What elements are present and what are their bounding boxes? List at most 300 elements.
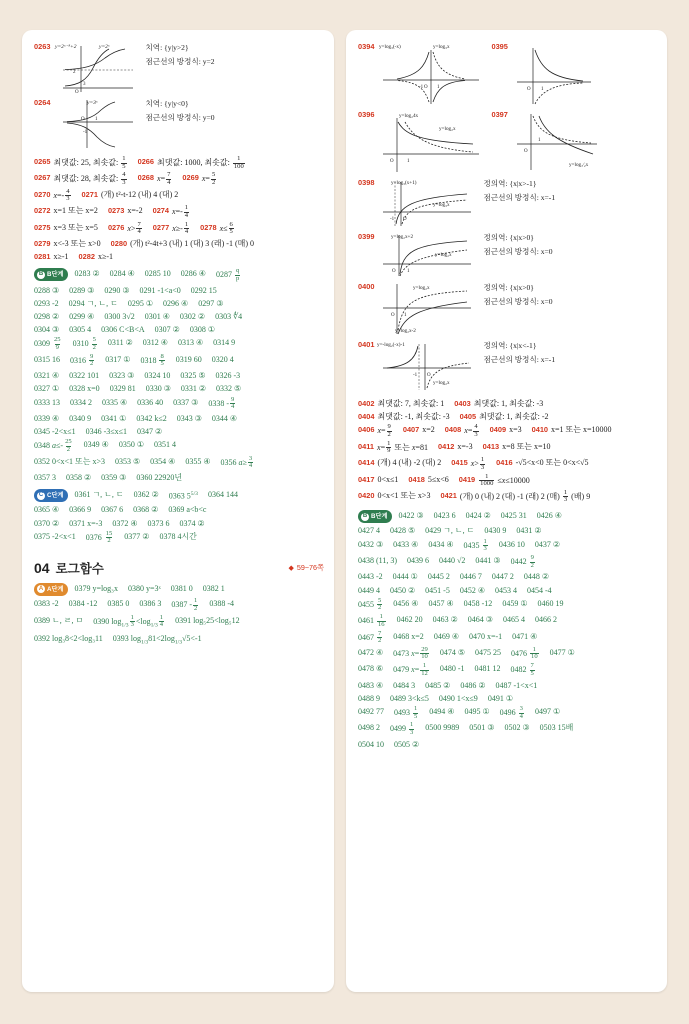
svg-text:y=-log₂(-x)-1: y=-log₂(-x)-1 — [377, 342, 406, 348]
stage-badge-letter: B — [38, 271, 44, 278]
figure-text-0263: 치역: {y|y>2} 점근선의 방정식: y=2 — [145, 43, 215, 66]
answer-number: 0277 — [152, 222, 170, 232]
answer-value: 0319 60 — [175, 354, 202, 364]
answer-value: 최댓값: 1, 최솟값: -3 — [473, 399, 544, 408]
answer-value: x=- $\frac{4}{3}$ — [53, 187, 70, 203]
stage-badge-label: B단계 — [47, 271, 64, 279]
answer-value: 0446 7 — [459, 572, 482, 582]
svg-text:1: 1 — [537, 138, 541, 143]
answer-row — [358, 441, 657, 455]
stage-badge-letter: B — [362, 513, 368, 520]
answer-value: 0378 4시간 — [159, 531, 197, 541]
svg-text:-1: -1 — [419, 85, 424, 90]
answer-row — [34, 397, 324, 411]
answer-row — [358, 398, 657, 409]
svg-text:O: O — [392, 269, 397, 274]
answer-number: 0410 — [531, 425, 549, 435]
answer-value: 0456 ④ — [393, 598, 419, 608]
answer-row — [34, 172, 324, 186]
answer-value: 0349 ④ — [83, 440, 109, 450]
answer-row — [358, 706, 657, 720]
answer-value: 0370 ② — [34, 518, 60, 528]
graph-figure-0263 — [53, 40, 139, 94]
answer-number: 0266 — [137, 157, 155, 166]
svg-text:3: 3 — [83, 82, 86, 87]
answer-value: 0333 13 — [34, 397, 60, 407]
chapter-header — [34, 559, 324, 577]
answer-number: 0415 — [451, 458, 468, 468]
answer-value: 0452 ④ — [459, 585, 486, 595]
answer-value: x=8 또는 x=10 — [502, 441, 551, 451]
answer-value: 0301 ④ — [144, 312, 170, 321]
answer-value: (개) 4 (내) -2 (대) 2 — [377, 458, 442, 468]
svg-text:1: 1 — [540, 87, 544, 92]
answer-value: 0290 ③ — [104, 285, 130, 295]
answer-number: 0276 — [107, 222, 125, 232]
answer-value: 0466 2 — [534, 615, 557, 625]
answer-value: 0308 ① — [189, 325, 215, 335]
answer-number: 0273 — [107, 206, 125, 216]
stage-badge-c — [34, 489, 68, 502]
svg-text:O: O — [526, 87, 531, 92]
answer-value: 0425 31 — [500, 511, 527, 521]
answer-value: 0363 $5^{5/3}$ — [168, 491, 198, 501]
answer-row — [34, 370, 324, 381]
answer-sheet-page — [22, 30, 667, 992]
answer-value: 0443 -2 — [358, 572, 383, 582]
stage-badge-label: B단계 — [371, 513, 388, 521]
answer-value: 0365 ④ — [34, 505, 60, 515]
answer-value: 0469 ④ — [433, 631, 459, 641]
answer-number: 0420 — [358, 490, 375, 500]
answer-row — [358, 739, 657, 750]
answer-value: 최댓값: 7, 최솟값: 1 — [377, 399, 445, 408]
answer-value: 0453 4 — [495, 585, 518, 595]
answer-value: 0388 -4 — [209, 599, 234, 609]
figure-row-0398 — [358, 176, 657, 228]
stage-badge-letter: A — [38, 585, 44, 592]
answer-value: 0450 ② — [390, 585, 416, 595]
answer-number: 0278 — [200, 222, 217, 232]
answer-value: x≥- $\frac{1}{4}$ — [172, 220, 189, 236]
answer-value: 0367 6 — [101, 505, 124, 515]
answer-row — [358, 614, 657, 628]
answer-value: 0330 ③ — [145, 384, 171, 394]
answer-value: 0483 ④ — [358, 680, 384, 690]
answer-row — [34, 337, 324, 351]
answer-value: 0429 ㄱ, ㄴ, ㄷ — [425, 526, 475, 536]
answer-value: 0356 a≥ $\frac{3}{4}$ — [220, 454, 253, 470]
answer-value: 0283 ② — [74, 269, 100, 279]
stage-badge-a — [34, 583, 68, 596]
answer-value: 0302 ② — [179, 312, 206, 321]
answer-value: 0438 (11, 3) — [358, 556, 398, 565]
chapter-pages-label: 59~76쪽 — [296, 562, 324, 572]
answer-number: 0400 — [358, 282, 375, 291]
answer-value: 0427 4 — [358, 526, 380, 536]
svg-text:O: O — [523, 149, 528, 154]
answer-number: 0409 — [489, 425, 507, 435]
answer-value: x= $\frac{9}{2}$ — [377, 423, 391, 438]
answer-value: 0502 ③ — [504, 723, 530, 733]
answer-value: 0478 ⑥ — [358, 664, 384, 674]
answer-row — [358, 555, 657, 569]
answer-value: 0362 ② — [133, 490, 159, 500]
answer-value: 0392 log₃8<2<log₃11 — [34, 634, 103, 644]
answer-value: x= $\frac{5}{2}$ — [201, 171, 216, 186]
answer-value: 0357 3 — [34, 473, 56, 482]
answer-number: 0279 — [34, 238, 51, 248]
answer-value: (개) t²-4t+3 (내) 1 (대) 3 (래) -1 (매) 0 — [130, 238, 255, 248]
answer-value: 0354 ④ — [150, 456, 176, 466]
answer-value: 0371 x=-3 — [69, 518, 103, 528]
answer-value: 0454 -4 — [527, 585, 552, 595]
stage-badge-letter: C — [38, 492, 44, 499]
answer-value: 0292 15 — [190, 285, 217, 295]
answer-number: 0270 — [34, 189, 51, 199]
answer-value: (개) t²-t-12 (내) 4 (대) 2 — [100, 189, 179, 199]
answer-value: 0325 ⑤ — [180, 371, 206, 381]
answer-number: 0408 — [444, 425, 462, 435]
answer-number: 0271 — [81, 189, 98, 199]
answer-value: 0501 ③ — [469, 723, 495, 733]
answer-value: 0<x≤1 — [377, 474, 399, 484]
answer-value: -√5<x<0 또는 0<x<√5 — [515, 458, 589, 468]
answer-number: 0421 — [440, 490, 457, 500]
answer-number: 0269 — [182, 173, 199, 183]
svg-text:O: O — [424, 85, 429, 90]
figure-text-0398: 정의역: {x|x>-1} 점근선의 방정식: x=-1 — [483, 179, 556, 202]
answer-number: 0275 — [34, 222, 51, 232]
svg-text:y=log₃x: y=log₃x — [433, 44, 451, 50]
answer-value: 0470 x=-1 — [468, 631, 503, 641]
left-column — [22, 30, 334, 992]
answer-row — [34, 472, 324, 483]
answer-number: 0263 — [34, 42, 51, 51]
answer-number: 0398 — [358, 178, 375, 187]
answer-value: 0345 -2<x≤1 — [34, 427, 76, 437]
answer-row — [34, 354, 324, 368]
answer-value: 0342 k≤2 — [136, 413, 167, 423]
svg-text:y=log₃x: y=log₃x — [433, 202, 451, 208]
answer-value: 0424 ② — [465, 511, 491, 521]
answer-value: 0390 $\log_{1/3}$ $\frac{1}{3}$ $<\log_{1/3}$ $\frac{1}{4}$ — [93, 613, 164, 629]
graph-figure-0400 — [377, 280, 477, 336]
answer-value: 0375 -2<x<1 — [34, 531, 76, 541]
answer-value: 0297 ③ — [198, 298, 224, 308]
answer-number: 0405 — [459, 412, 477, 422]
answer-row — [358, 693, 657, 704]
answer-value: 0323 ③ — [109, 371, 135, 381]
answer-value: 0358 ② — [66, 473, 92, 482]
answer-row — [34, 633, 324, 649]
answer-value: 0490 1<x≤9 — [438, 693, 478, 703]
answer-number: 0404 — [358, 412, 375, 422]
answer-row — [34, 439, 324, 453]
answer-value: 0472 ④ — [358, 647, 384, 657]
answer-value: 0343 ③ — [176, 413, 202, 423]
answer-value: 0353 ⑤ — [115, 456, 141, 466]
answer-number: 0265 — [34, 157, 51, 166]
answer-value: 0436 10 — [498, 539, 525, 549]
answer-value: 0503 15배 — [539, 723, 574, 733]
answer-value: x=- $\frac{1}{4}$ — [172, 204, 189, 219]
stage-badge-label: A단계 — [47, 585, 64, 593]
answer-value: 0384 -12 — [68, 599, 98, 609]
answer-value: 0329 81 — [109, 384, 136, 394]
answer-value: 0288 ③ — [34, 285, 60, 295]
answer-value: 0<x<1 또는 x>3 — [377, 490, 431, 500]
answer-value: 0461 $\frac{1}{16}$ — [358, 613, 385, 628]
stage-badge-b — [34, 268, 68, 281]
answer-value: 0360 22920년 — [136, 473, 183, 482]
answer-value: 0444 ① — [392, 572, 418, 582]
answer-number: 0413 — [482, 441, 500, 451]
answer-value: 최댓값: 28, 최솟값: $\frac{4}{3}$ — [53, 171, 126, 186]
svg-text:y=3ˣ: y=3ˣ — [87, 100, 98, 106]
answer-row — [358, 680, 657, 691]
answer-value: 0439 6 — [407, 556, 430, 565]
stage-badge-label: C단계 — [47, 492, 64, 500]
answer-number: 0406 — [358, 425, 375, 435]
answer-value: 0422 ③ — [398, 511, 424, 521]
figure-text-0400: 정의역: {x|x>0} 점근선의 방정식: x=0 — [483, 283, 553, 306]
answer-value: 0351 4 — [154, 440, 176, 450]
answer-row — [358, 722, 657, 736]
answer-value: 0309 $\frac{25}{9}$ — [34, 336, 61, 351]
answer-value: 0376 $\frac{15}{2}$ — [85, 529, 113, 545]
svg-text:y=2ˣ: y=2ˣ — [99, 44, 110, 50]
answer-value: 0320 4 — [211, 354, 234, 364]
answer-row — [34, 531, 324, 545]
answer-value: 0300 3√2 — [104, 312, 135, 321]
answer-row — [358, 631, 657, 645]
answer-value: 0482 $\frac{7}{5}$ — [510, 662, 534, 677]
answer-value: 0289 ③ — [69, 285, 95, 295]
answer-row — [34, 518, 324, 529]
answer-value: 0451 -5 — [425, 585, 450, 595]
answer-value: x= $\frac{1}{9}$ 또는 x=81 — [377, 439, 428, 455]
answer-value: 0428 ⑤ — [390, 526, 416, 536]
answer-value: 0344 ④ — [211, 413, 238, 423]
answer-value: 0327 ① — [34, 384, 60, 394]
figure-row-0400 — [358, 280, 657, 336]
answer-value: 최댓값: 1000, 최솟값: $\frac{1}{100}$ — [157, 155, 244, 170]
answer-value: 0486 ② — [460, 680, 486, 690]
answer-value: 0499 $\frac{1}{3}$ — [390, 721, 414, 736]
answer-value: 0389 ㄴ, ㄹ, ㅁ — [34, 615, 84, 625]
answer-value: x> $\frac{1}{3}$ — [470, 456, 485, 471]
svg-text:y=log₃(-x): y=log₃(-x) — [379, 44, 402, 50]
answer-value: 0491 ① — [487, 693, 513, 703]
figure-text-0399: 정의역: {x|x>0} 점근선의 방정식: x=0 — [483, 233, 553, 256]
answer-value: 0307 ② — [154, 325, 180, 335]
stage-b-header-row — [34, 268, 324, 282]
answer-value: 0488 9 — [358, 693, 380, 703]
answer-row — [358, 474, 657, 488]
answer-value: 0463 ② — [432, 615, 458, 625]
svg-text:y=2ˣ⁻³+2: y=2ˣ⁻³+2 — [55, 44, 77, 50]
bullet-icon: ◆ — [288, 564, 294, 572]
answer-value: 0462 20 — [396, 615, 423, 625]
graph-figure-0397 — [511, 108, 603, 174]
answer-number: 0419 — [458, 474, 476, 484]
answer-row — [358, 571, 657, 582]
answer-value: (개) 0 (내) 2 (대) -1 (래) 2 (매) $\frac{1}{3}$ (배) 9 — [459, 488, 591, 504]
answer-row — [34, 311, 324, 322]
answer-value: 0423 6 — [433, 511, 456, 521]
answer-value: 0347 ② — [137, 427, 163, 437]
answer-row — [34, 426, 324, 437]
answer-number: 0401 — [358, 340, 375, 349]
figure-text-0264: 치역: {y|y<0} 점근선의 방정식: y=0 — [145, 99, 215, 122]
answer-value: 0294 ㄱ, ㄴ, ㄷ — [68, 298, 118, 308]
answer-value: 0382 1 — [202, 583, 225, 593]
answer-value: 최댓값: 25, 최솟값: $\frac{1}{5}$ — [53, 155, 126, 170]
answer-value: 0487 -1<x<1 — [495, 680, 538, 690]
answer-value: x=-3 — [457, 441, 473, 451]
answer-value: 0440 √2 — [439, 556, 466, 565]
svg-text:y=log₂x: y=log₂x — [413, 285, 431, 291]
answer-value: 0460 19 — [537, 598, 564, 608]
answer-row — [34, 205, 324, 219]
answer-number: 0272 — [34, 206, 51, 216]
answer-value: 0324 10 — [144, 371, 171, 381]
answer-value: 0318 $\frac{8}{5}$ — [140, 352, 164, 368]
answer-value: 0317 ① — [105, 354, 131, 364]
answer-value: 0379 y=log₃x — [74, 583, 118, 593]
figure-row-0396-0397 — [358, 108, 657, 174]
answer-value: 0374 ② — [179, 518, 205, 528]
answer-value: 0369 a<b<c — [168, 505, 207, 515]
answer-row — [34, 504, 324, 515]
answer-value: 0303 ∜4 — [215, 312, 243, 321]
answer-value: 0447 2 — [491, 572, 514, 582]
answer-value: 0338 - $\frac{9}{4}$ — [208, 395, 235, 411]
answer-number: 0397 — [491, 110, 508, 119]
answer-value: 0459 ① — [502, 598, 528, 608]
answer-value: 0468 x=2 — [393, 631, 424, 641]
answer-number: 0394 — [358, 42, 375, 51]
figure-row-0401 — [358, 338, 657, 392]
answer-row — [358, 647, 657, 661]
answer-number: 0414 — [358, 458, 375, 468]
answer-value: 0473 x= $\frac{29}{10}$ — [393, 645, 428, 661]
graph-figure-0394 — [377, 40, 485, 106]
answer-value: x=3 — [509, 425, 522, 435]
answer-value: 0433 ④ — [393, 539, 419, 549]
answer-value: 0495 ① — [464, 707, 490, 716]
answer-value: 0484 3 — [393, 680, 416, 690]
answer-value: 0321 ④ — [34, 371, 60, 381]
answer-value: 0467 $\frac{7}{2}$ — [358, 629, 382, 645]
graph-figure-0396 — [377, 108, 485, 174]
answer-value: 0435 $\frac{1}{3}$ — [463, 537, 487, 553]
answer-row — [358, 411, 657, 422]
answer-value: 0295 ① — [127, 298, 154, 308]
svg-text:O: O — [391, 313, 396, 318]
figure-row-0264 — [34, 96, 324, 150]
graph-figure-0264 — [53, 96, 139, 150]
chapter-title: 로그함수 — [55, 561, 104, 576]
answer-value: 0284 ④ — [109, 269, 135, 279]
answer-number: 0268 — [137, 173, 155, 183]
answer-number: 0416 — [496, 458, 513, 468]
answer-row — [34, 413, 324, 424]
answer-value: 0311 ② — [107, 338, 133, 348]
answer-value: 0471 ④ — [512, 631, 538, 641]
answer-row — [358, 424, 657, 438]
answer-number: 0418 — [408, 474, 425, 484]
answer-value: 0366 9 — [69, 505, 92, 515]
svg-text:1: 1 — [407, 269, 410, 274]
answer-number: 0396 — [358, 110, 375, 119]
answer-value: 0372 ④ — [112, 518, 138, 528]
answer-value: x=1 또는 x=10000 — [551, 425, 612, 435]
svg-text:y=log₃(x+1): y=log₃(x+1) — [391, 180, 417, 186]
answer-row — [358, 598, 657, 612]
svg-text:y=log₂x: y=log₂x — [439, 126, 457, 132]
figure-row-0399 — [358, 230, 657, 278]
answer-value: 0457 ④ — [428, 598, 454, 608]
answer-value: 0383 -2 — [34, 599, 59, 609]
answer-value: 0485 ② — [425, 680, 451, 690]
figure-row-0263 — [34, 40, 324, 94]
svg-text:y=log₂x+2: y=log₂x+2 — [391, 234, 414, 240]
answer-value: 0494 ④ — [429, 707, 455, 716]
answer-value: 0296 ④ — [163, 298, 189, 308]
svg-text:y=log₁⁄₂x: y=log₁⁄₂x — [568, 162, 589, 168]
answer-number: 0411 — [358, 441, 375, 451]
answer-value: 0380 y=3ˣ — [127, 583, 161, 593]
answer-value: 0381 0 — [170, 583, 193, 593]
answer-value: 0322 101 — [69, 371, 100, 381]
answer-value: 0448 ② — [523, 572, 550, 582]
answer-value: 0475 25 — [475, 647, 502, 657]
answer-value: 0455 $\frac{5}{2}$ — [358, 596, 382, 612]
answer-value: 0355 ④ — [185, 456, 211, 466]
answer-value: 최댓값: 1, 최솟값: -2 — [479, 412, 549, 422]
answer-number: 0264 — [34, 98, 51, 107]
answer-value: 0441 ③ — [475, 556, 501, 565]
answer-value: 0505 ② — [394, 739, 420, 749]
answer-value: 0291 -1<a<0 — [139, 285, 181, 295]
answer-row — [34, 383, 324, 394]
svg-text:O: O — [427, 373, 432, 378]
answer-row — [34, 238, 324, 249]
answer-value: 0335 ④ — [102, 397, 128, 407]
answer-row — [358, 663, 657, 677]
svg-text:1: 1 — [407, 159, 410, 164]
answer-value: 0328 x=0 — [69, 384, 100, 394]
svg-text:y=log₂4x: y=log₂4x — [399, 113, 419, 119]
answer-row — [358, 525, 657, 536]
svg-text:1: 1 — [404, 313, 407, 318]
answer-number: 0403 — [454, 399, 471, 408]
answer-value: x<-3 또는 x>0 — [53, 238, 101, 248]
answer-number: 0282 — [78, 252, 95, 262]
answer-value: 0293 -2 — [34, 298, 59, 308]
answer-value: 0364 144 — [207, 490, 238, 500]
answer-value: 0437 ② — [534, 539, 560, 549]
answer-value: 0500 9989 — [425, 723, 460, 733]
answer-value: 0313 ④ — [177, 338, 204, 348]
answer-value: 0492 77 — [358, 707, 384, 716]
answer-value: 0316 $\frac{9}{2}$ — [70, 352, 94, 368]
answer-value: 0361 ㄱ, ㄴ, ㄷ — [74, 490, 124, 500]
answer-value: 0304 ③ — [34, 325, 60, 335]
answer-value: 0458 -12 — [463, 598, 493, 608]
